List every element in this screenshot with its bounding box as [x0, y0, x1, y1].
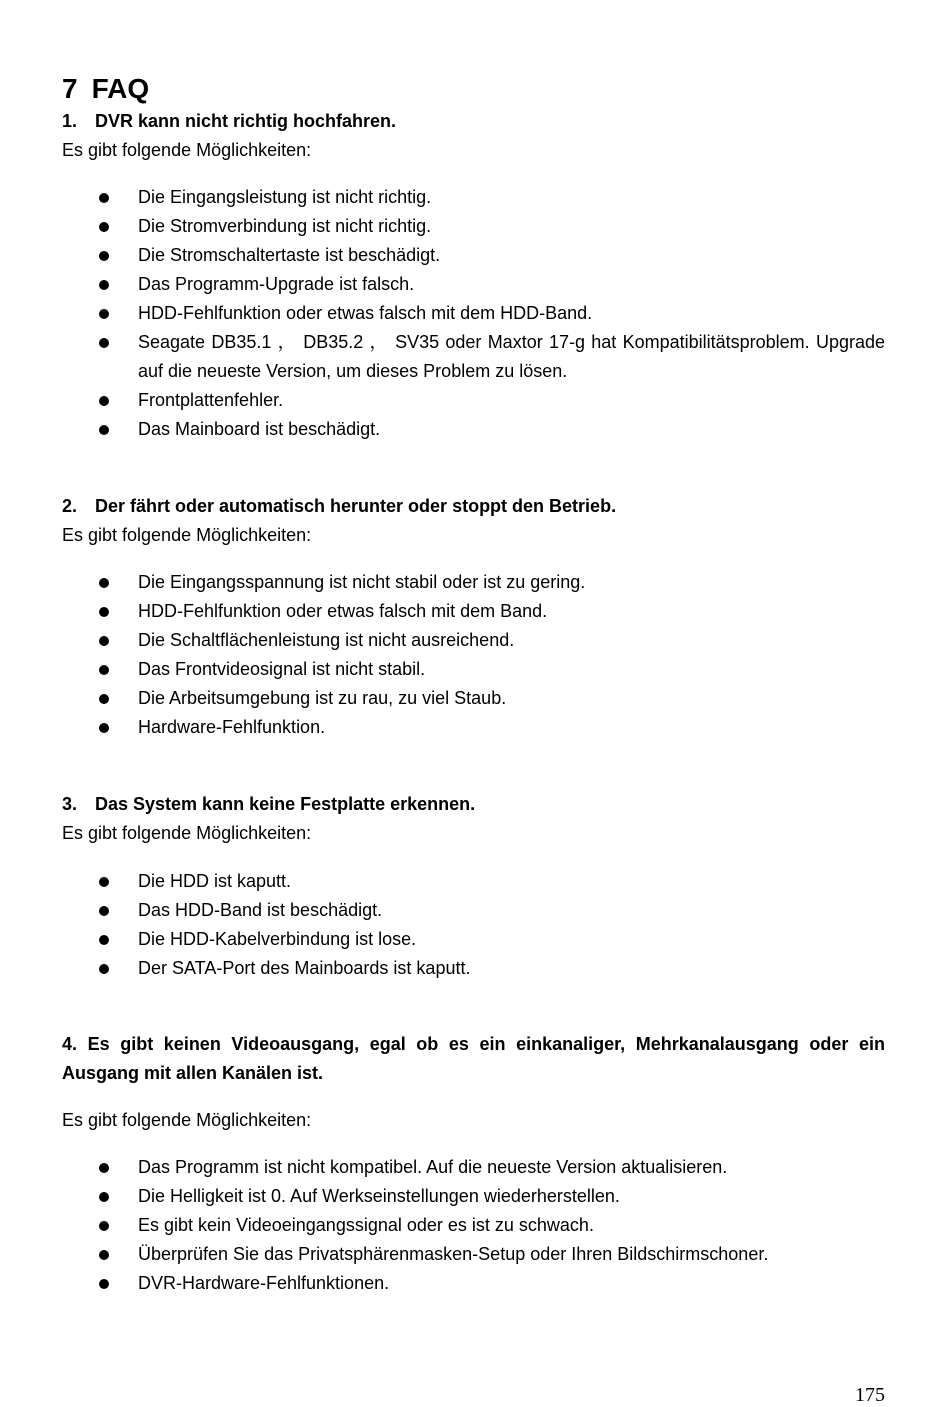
question-heading [62, 790, 885, 819]
question-number: 4. [62, 1034, 78, 1054]
question-heading [62, 107, 885, 136]
list-item: HDD-Fehlfunktion oder etwas falsch mit dem HDD-Band. [62, 299, 885, 328]
chapter-heading [62, 72, 149, 106]
list-item: HDD-Fehlfunktion oder etwas falsch mit dem Band. [62, 597, 885, 626]
list-item: Frontplattenfehler. [62, 386, 885, 415]
list-item: Hardware-Fehlfunktion. [62, 713, 885, 742]
page-number: 175 [855, 1384, 885, 1406]
list-item: Der SATA-Port des Mainboards ist kaputt. [62, 954, 885, 983]
intro-text: Es gibt folgende Möglichkeiten: [62, 823, 312, 843]
question-heading [62, 492, 885, 521]
chapter-title: FAQ [91, 73, 150, 104]
list-item: Das Mainboard ist beschädigt. [62, 415, 885, 444]
faq-section-2 [62, 492, 885, 742]
list-item: Die Arbeitsumgebung ist zu rau, zu viel Staub. [62, 684, 885, 713]
list-item: Die Eingangsleistung ist nicht richtig. [62, 183, 885, 212]
intro-text: Es gibt folgende Möglichkeiten: [62, 140, 312, 160]
question-text: DVR kann nicht richtig hochfahren. [95, 111, 397, 131]
question-text: Der fährt oder automatisch herunter oder stoppt den Betrieb. [95, 496, 617, 516]
bullet-list [62, 183, 885, 444]
list-item: Das HDD-Band ist beschädigt. [62, 896, 885, 925]
list-item: Die HDD ist kaputt. [62, 867, 885, 896]
list-item: Das Programm-Upgrade ist falsch. [62, 270, 885, 299]
list-item: Das Programm ist nicht kompatibel. Auf die neueste Version aktualisieren. [62, 1153, 885, 1182]
list-item: DVR-Hardware-Fehlfunktionen. [62, 1269, 885, 1298]
intro-text: Es gibt folgende Möglichkeiten: [62, 525, 312, 545]
list-item: Die Stromverbindung ist nicht richtig. [62, 212, 885, 241]
faq-section-1 [62, 107, 885, 444]
bullet-list [62, 1153, 885, 1298]
question-number: 3. [62, 794, 78, 814]
question-number: 2. [62, 496, 78, 516]
list-item: Die HDD-Kabelverbindung ist lose. [62, 925, 885, 954]
question-text: Das System kann keine Festplatte erkennen. [95, 794, 476, 814]
list-item: Seagate DB35.1 ， DB35.2 ， SV35 oder Maxtor 17-g hat Kompatibilitätsproblem. Upgrade auf die neueste Version, um dieses Problem zu lösen. [62, 328, 885, 386]
question-heading [62, 1030, 885, 1088]
list-item: Die Eingangsspannung ist nicht stabil oder ist zu gering. [62, 568, 885, 597]
question-text: Es gibt keinen Videoausgang, egal ob es ein einkanaliger, Mehrkanalausgang oder ein Ausgang mit allen Kanälen ist. [62, 1034, 885, 1083]
chapter-number: 7 [62, 73, 78, 104]
list-item: Die Helligkeit ist 0. Auf Werkseinstellungen wiederherstellen. [62, 1182, 885, 1211]
intro-text: Es gibt folgende Möglichkeiten: [62, 1110, 312, 1130]
document-page [62, 0, 885, 1404]
question-number: 1. [62, 111, 78, 131]
list-item: Die Schaltflächenleistung ist nicht ausreichend. [62, 626, 885, 655]
list-item: Überprüfen Sie das Privatsphärenmasken-Setup oder Ihren Bildschirmschoner. [62, 1240, 885, 1269]
faq-section-4 [62, 1030, 885, 1298]
list-item: Es gibt kein Videoeingangssignal oder es ist zu schwach. [62, 1211, 885, 1240]
list-item: Das Frontvideosignal ist nicht stabil. [62, 655, 885, 684]
bullet-list [62, 568, 885, 742]
faq-section-3 [62, 790, 885, 983]
list-item: Die Stromschaltertaste ist beschädigt. [62, 241, 885, 270]
bullet-list [62, 867, 885, 983]
